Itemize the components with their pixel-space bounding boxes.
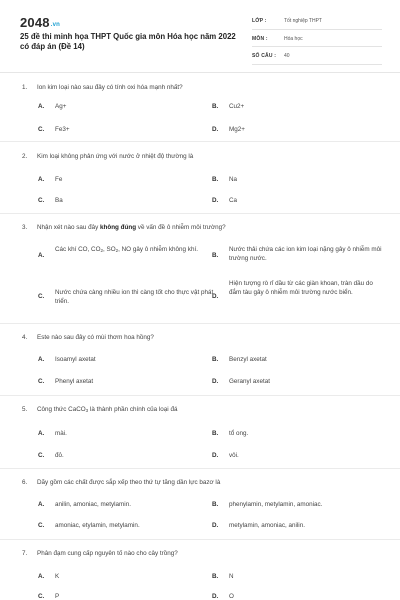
option-key: B.	[212, 430, 219, 437]
question-text	[22, 405, 382, 415]
option-key: A.	[38, 176, 45, 183]
option-value: Ca	[229, 197, 238, 204]
question-number: 5.	[22, 406, 28, 413]
meta-key: LỚP :	[252, 18, 267, 24]
meta-row-subject	[252, 32, 382, 48]
option-value: tổ ong.	[229, 430, 249, 437]
question-divider	[0, 539, 400, 540]
option-key: C.	[38, 452, 45, 459]
question-stem-before: Công thức CaCO	[37, 406, 86, 413]
question-number: 4.	[22, 334, 28, 341]
option-value: Ba	[55, 197, 63, 204]
option-key: C.	[38, 378, 45, 385]
page-header	[0, 0, 400, 72]
question-stem-before: Nhận xét nào sau đây	[37, 224, 101, 231]
option-value: amoniac, etylamin, metylamin.	[55, 522, 140, 529]
option-key: D.	[212, 593, 219, 600]
meta-value: Tốt nghiệp THPT	[284, 18, 322, 24]
question-stem: Ion kim loại nào sau đây có tính oxi hóa mạnh nhất?	[37, 84, 183, 91]
question-text	[22, 333, 382, 342]
question-stem: Este nào sau đây có mùi thơm hoa hồng?	[37, 334, 154, 341]
question-text	[22, 478, 382, 487]
meta-row-grade	[252, 14, 382, 30]
option-key: B.	[212, 501, 219, 508]
question-stem-emphasis: không đúng	[100, 224, 137, 231]
option-key: C.	[38, 197, 45, 204]
option-key: B.	[212, 356, 219, 363]
option-key: A.	[38, 252, 45, 259]
question-divider	[0, 141, 400, 142]
option-value: Fe3+	[55, 126, 70, 133]
meta-key: SỐ CÂU :	[252, 53, 277, 59]
option-key: D.	[212, 378, 219, 385]
option-value: Na	[229, 176, 238, 183]
option-key: A.	[38, 430, 45, 437]
logo-suffix: .vn	[50, 22, 61, 28]
question-stem: Kim loại không phản ứng với nước ở nhiệt độ thường là	[37, 153, 194, 160]
option-key: C.	[38, 293, 45, 300]
option-value: Hiện tượng rò rỉ dầu từ các giàn khoan, tràn dầu do đắm tàu gây ô nhiễm môi trường nước biển.	[229, 280, 373, 296]
question-stem-after: là thành phần chính của loại đá	[88, 406, 178, 413]
option-value: O	[229, 593, 234, 600]
option-value: Isoamyl axetat	[55, 356, 96, 363]
option-key: A.	[38, 501, 45, 508]
option-a[interactable]	[38, 245, 203, 265]
option-value: Nước chứa càng nhiều ion thì càng tốt cho thực vật phát triển.	[55, 289, 214, 305]
question-divider	[0, 323, 400, 324]
option-value: anilin, amoniac, metylamin.	[55, 501, 131, 508]
meta-row-count	[252, 49, 382, 65]
option-key: C.	[38, 522, 45, 529]
option-value	[55, 245, 215, 255]
meta-value: 40	[284, 53, 290, 59]
option-text-part: , SO	[103, 246, 116, 253]
question-text	[22, 83, 382, 92]
option-value: Geranyl axetat	[229, 378, 270, 385]
meta-value: Hóa học	[284, 35, 303, 42]
option-key: D.	[212, 452, 219, 459]
question-number: 6.	[22, 479, 28, 486]
subscript: 2	[100, 248, 104, 253]
option-value: mài.	[55, 430, 67, 437]
question-stem: Phân đạm cung cấp nguyên tố nào cho cây trồng?	[37, 550, 178, 557]
option-key: D.	[212, 293, 219, 300]
option-text-part: , NO gây ô nhiễm không khí.	[118, 246, 198, 253]
exam-meta	[252, 14, 382, 65]
option-key: B.	[212, 176, 219, 183]
option-key: A.	[38, 103, 45, 110]
option-key: A.	[38, 573, 45, 580]
question-number: 7.	[22, 550, 28, 557]
question-divider	[0, 213, 400, 214]
subscript: 3	[85, 408, 89, 413]
logo-text: 2048	[20, 15, 50, 30]
option-value: Phenyl axetat	[55, 378, 94, 385]
question-divider	[0, 395, 400, 396]
question-text	[22, 549, 382, 558]
header-divider	[0, 72, 400, 73]
option-key: C.	[38, 593, 45, 600]
question-text	[22, 223, 382, 232]
option-value: đỏ.	[55, 452, 64, 459]
option-key: B.	[212, 103, 219, 110]
option-key: A.	[38, 356, 45, 363]
option-value: vôi.	[229, 452, 239, 459]
option-key: D.	[212, 126, 219, 133]
option-value: Benzyl axetat	[229, 356, 267, 363]
option-value: Mg2+	[229, 126, 245, 133]
option-value: phenylamin, metylamin, amoniac.	[229, 501, 323, 508]
question-divider	[0, 468, 400, 469]
question-stem: Dãy gồm các chất được sắp xếp theo thứ tự tăng dần lực bazơ là	[37, 479, 221, 486]
option-b[interactable]	[212, 245, 387, 265]
option-text-part: Các khí CO, CO	[55, 246, 101, 253]
option-value: N	[229, 573, 234, 580]
option-c[interactable]	[38, 288, 214, 308]
page-title: 25 đề thi minh họa THPT Quốc gia môn Hóa học năm 2022 có đáp án (Đề 14)	[20, 32, 236, 51]
subscript: 2	[115, 248, 119, 253]
option-key: B.	[212, 252, 219, 259]
meta-key: MÔN :	[252, 35, 268, 42]
option-key: D.	[212, 522, 219, 529]
option-value: Ag+	[55, 103, 67, 110]
option-key: B.	[212, 573, 219, 580]
question-text	[22, 152, 382, 161]
option-value: P	[55, 593, 60, 600]
option-key: C.	[38, 126, 45, 133]
question-number: 3.	[22, 224, 28, 231]
option-value: metylamin, amoniac, anilin.	[229, 522, 305, 529]
site-logo[interactable]	[20, 15, 60, 30]
question-number: 1.	[22, 84, 28, 91]
option-value: Nước thải chứa các ion kim loại nặng gây ô nhiễm môi trường nước.	[229, 246, 382, 262]
option-value: K	[55, 573, 60, 580]
option-value: Fe	[55, 176, 63, 183]
option-value: Cu2+	[229, 103, 245, 110]
question-stem-after: về vấn đề ô nhiễm môi trường?	[136, 224, 226, 231]
option-d[interactable]	[212, 279, 387, 309]
option-key: D.	[212, 197, 219, 204]
question-number: 2.	[22, 153, 28, 160]
